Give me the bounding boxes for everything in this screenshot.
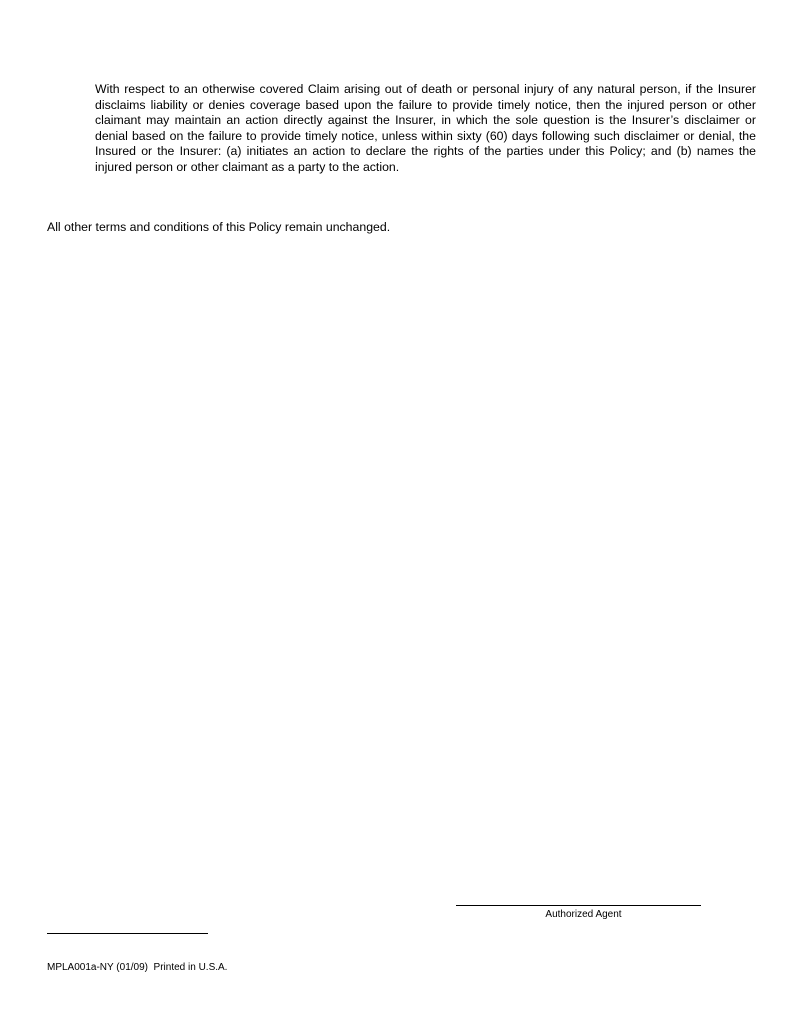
coverage-paragraph: With respect to an otherwise covered Claim arising out of death or personal injury of any natural person, if the Insurer disclaims liability or denies coverage based upon the failure to provide timely notice, then the injured person or other claimant may maintain an action directly against the Insurer, in which the sole question is the Insurer’s disclaimer or denial based on the failure to provide timely notice, unless within sixty (60) days following such disclaimer or denial, the Insured or the Insurer: (a) initiates an action to declare the rights of the parties under this Policy; and (b) names the injured person or other claimant as a party to the action.	[95, 82, 756, 174]
footer-divider	[47, 933, 208, 934]
signature-label: Authorized Agent	[545, 909, 622, 920]
form-number: MPLA001a-NY (01/09) Printed in U.S.A.	[47, 962, 228, 973]
signature-line	[456, 905, 701, 906]
closing-statement: All other terms and conditions of this Policy remain unchanged.	[47, 220, 391, 234]
